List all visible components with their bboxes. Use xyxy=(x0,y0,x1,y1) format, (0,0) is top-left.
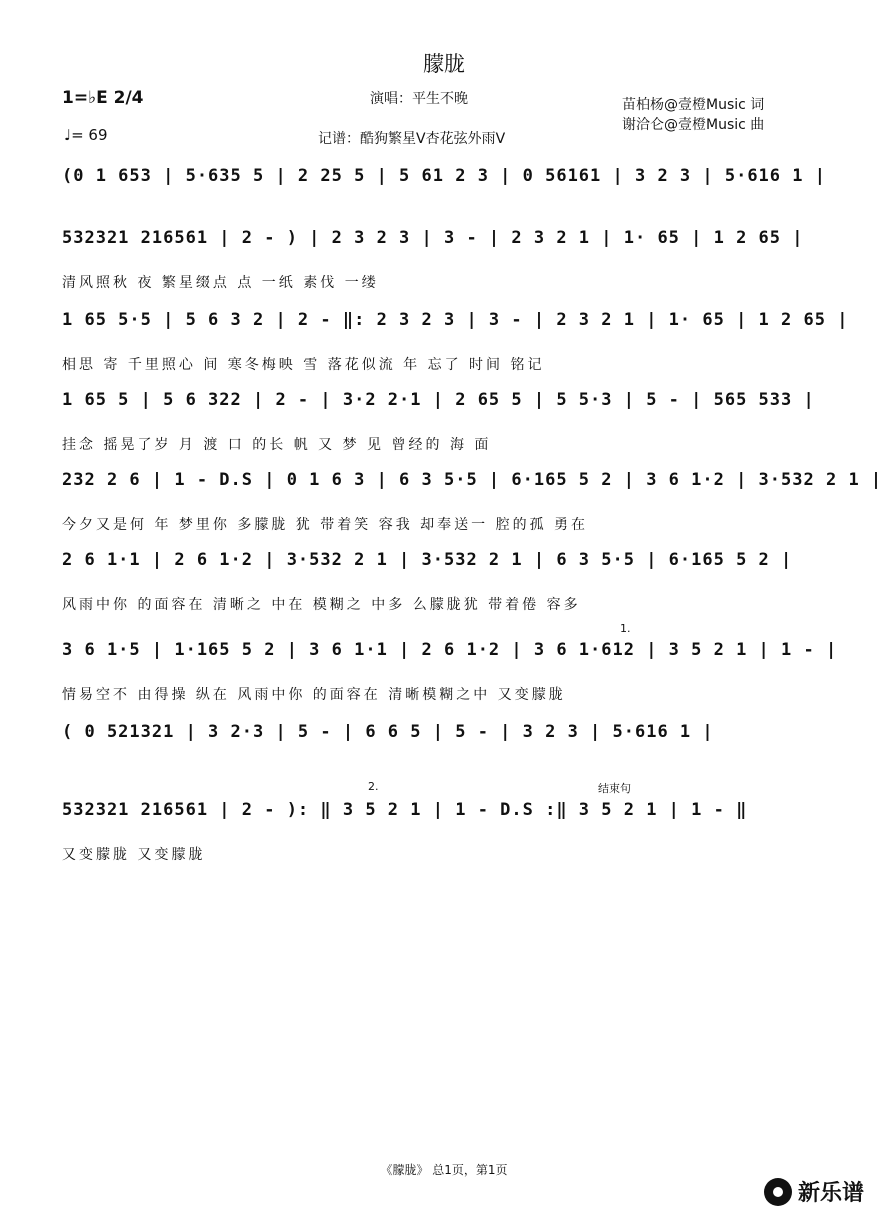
page-footer: 《朦胧》 总1页，第1页 xyxy=(380,1163,508,1177)
tempo-marking: ♩= 69 xyxy=(64,126,108,144)
notes-line: ( 0 521321 | 3 2·3 | 5 - | 6 6 5 | 5 - | 3 2 3 | 5·616 1 | xyxy=(62,722,714,742)
notes-line: 1 65 5 | 5 6 322 | 2 - | 3·2 2·1 | 2 65 5 | 5 5·3 | 5 - | 565 533 | xyxy=(62,390,815,410)
notes-line: 232 2 6 | 1 - D.S | 0 1 6 3 | 6 3 5·5 | 6·165 5 2 | 3 6 1·2 | 3·532 2 1 | xyxy=(62,470,883,490)
brand-logo: 新乐谱 xyxy=(798,1181,865,1206)
notes-line: 532321 216561 | 2 - ) | 2 3 2 3 | 3 - | 2 3 2 1 | 1· 65 | 1 2 65 | xyxy=(62,228,804,248)
lyricist: 苗柏杨@壹橙Music 词 xyxy=(622,97,765,113)
lyrics-line: 清风照秋 夜 繁星缀点 点 一纸 素伐 一缕 xyxy=(62,275,379,291)
lyrics-line: 又变朦胧 又变朦胧 xyxy=(62,847,206,863)
notes-line: 3 6 1·5 | 1·165 5 2 | 3 6 1·1 | 2 6 1·2 | 3 6 1·612 | 3 5 2 1 | 1 - | xyxy=(62,640,838,660)
lyrics-line: 挂念 摇晃了岁 月 渡 口 的长 帆 又 梦 见 曾经的 海 面 xyxy=(62,437,492,453)
notes-line: 1 65 5·5 | 5 6 3 2 | 2 - ‖: 2 3 2 3 | 3 - | 2 3 2 1 | 1· 65 | 1 2 65 | xyxy=(62,310,849,330)
notes-line: (0 1 653 | 5·635 5 | 2 25 5 | 5 61 2 3 | 0 56161 | 3 2 3 | 5·616 1 | xyxy=(62,166,826,186)
notes-line: 2 6 1·1 | 2 6 1·2 | 3·532 2 1 | 3·532 2 1 | 6 3 5·5 | 6·165 5 2 | xyxy=(62,550,793,570)
key-signature: 1=♭E 2/4 xyxy=(62,88,144,108)
vinyl-logo-icon xyxy=(764,1178,792,1206)
volta-2: 2. xyxy=(368,780,379,793)
lyrics-line: 相思 寄 千里照心 间 寒冬梅映 雪 落花似流 年 忘了 时间 铭记 xyxy=(62,357,545,373)
ending-label: 结束句 xyxy=(598,782,631,795)
lyrics-line: 风雨中你 的面容在 清晰之 中在 模糊之 中多 么朦胧犹 带着倦 容多 xyxy=(62,597,581,613)
lyrics-line: 今夕又是何 年 梦里你 多朦胧 犹 带着笑 容我 却奉送一 腔的孤 勇在 xyxy=(62,517,589,533)
transcriber: 记谱：酷狗繁星V杏花弦外雨V xyxy=(318,131,506,147)
volta-1: 1. xyxy=(620,622,631,635)
notes-line: 532321 216561 | 2 - ): ‖ 3 5 2 1 | 1 - D.S :‖ 3 5 2 1 | 1 - ‖ xyxy=(62,800,748,820)
lyrics-line: 情易空不 由得操 纵在 风雨中你 的面容在 清晰模糊之中 又变朦胧 xyxy=(62,687,566,703)
page-title: 朦胧 xyxy=(423,52,465,76)
singer: 演唱：平生不晚 xyxy=(370,91,468,107)
composer: 谢洽仑@壹橙Music 曲 xyxy=(622,117,765,133)
